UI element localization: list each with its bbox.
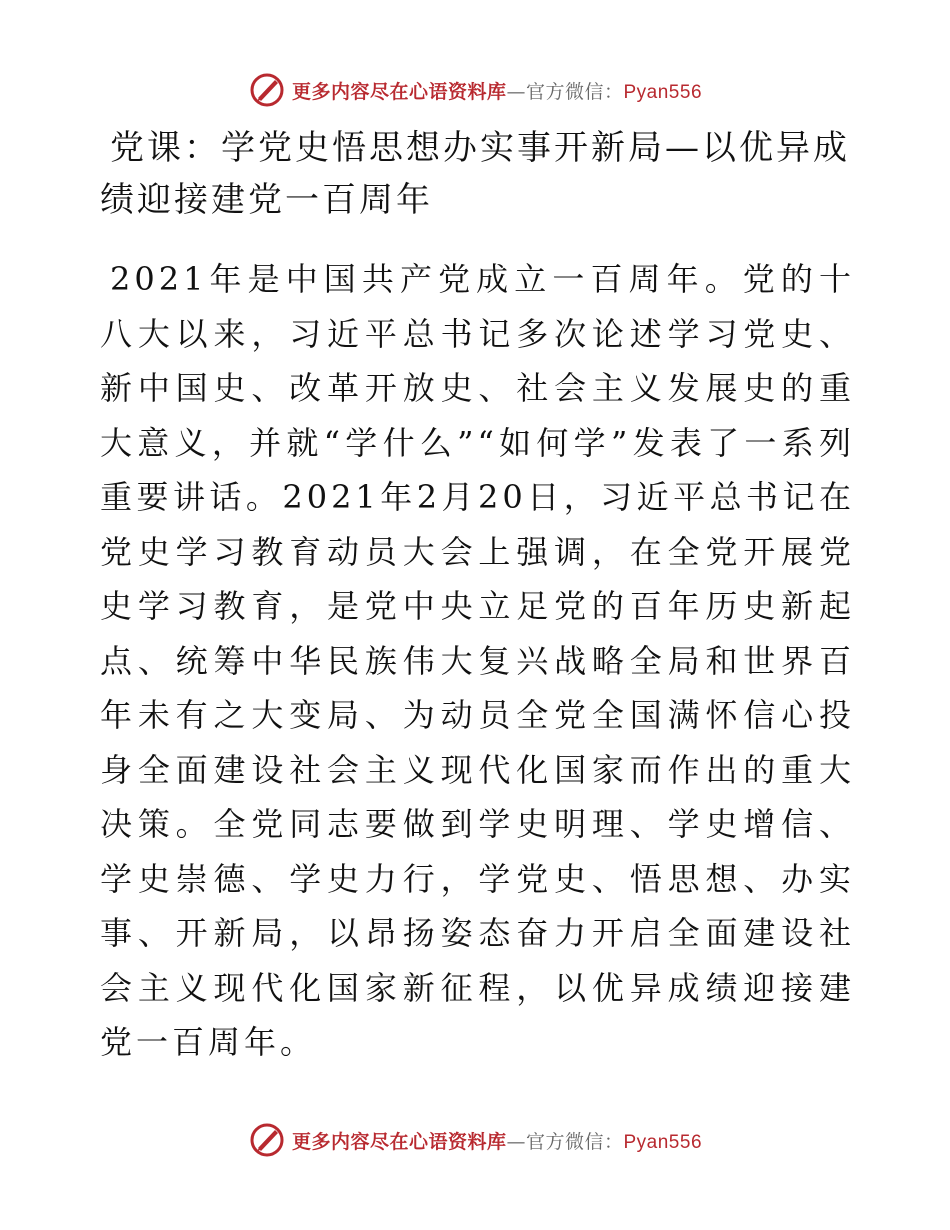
document-body-paragraph: 2021年是中国共产党成立一百周年。党的十八大以来，习近平总书记多次论述学习党史、新中国史、改革开放史、社会主义发展史的重大意义，并就“学什么”“如何学”发表了一系列重要讲话。2021年2月20日，习近平总书记在党史学习教育动员大会上强调，在全党开展党史学习教育，是党中央立足党的百年历史新起点、统筹中华民族伟大复兴战略全局和世界百年未有之大变局、为动员全党全国满怀信心投身全面建设社会主义现代化国家而作出的重大决策。全党同志要做到学史明理、学史增信、学史崇德、学史力行，学党史、悟思想、办实事、开新局，以昂扬姿态奋力开启全面建设社会主义现代化国家新征程，以优异成绩迎接建党一百周年。: [100, 260, 855, 1061]
banner-wechat-id: Pyan556: [623, 81, 703, 103]
footer-banner: [0, 1118, 950, 1162]
quill-pen-logo-icon: [248, 71, 286, 109]
banner-sub-text: 官方微信：: [525, 80, 624, 103]
banner-main-text: 更多内容尽在心语资料库: [291, 80, 507, 103]
banner-wechat-id: Pyan556: [623, 1131, 703, 1153]
header-banner: [0, 68, 950, 112]
banner-sub-text: 官方微信：: [525, 1130, 624, 1153]
banner-separator: —: [506, 80, 526, 103]
document-title: 党课：学党史悟思想办实事开新局—以优异成绩迎接建党一百周年: [100, 128, 850, 220]
banner-separator: —: [506, 1130, 526, 1153]
banner-main-text: 更多内容尽在心语资料库: [291, 1130, 507, 1153]
quill-pen-logo-icon: [248, 1121, 286, 1159]
